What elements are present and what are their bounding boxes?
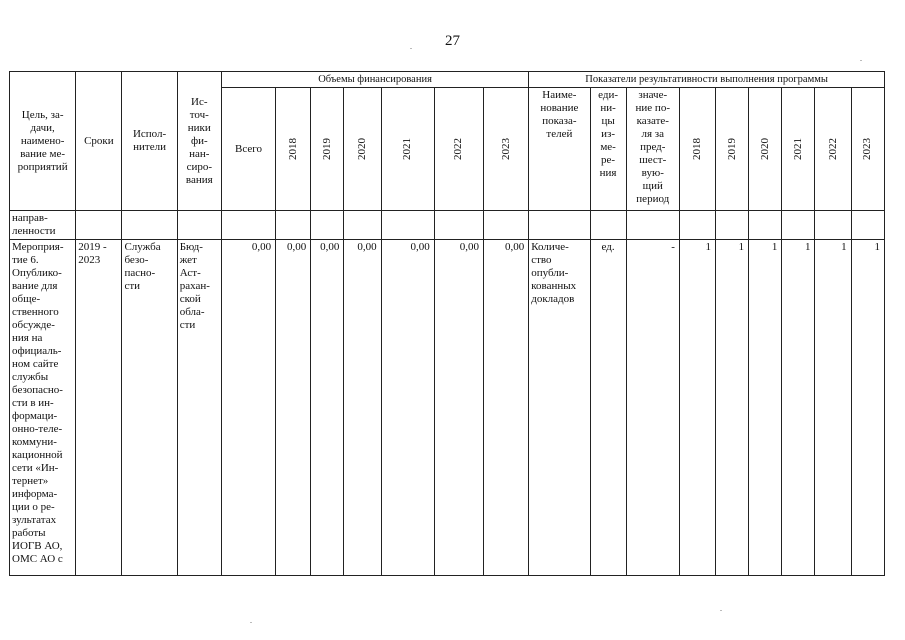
row-total: 0,00 [221,240,275,576]
table-row [10,240,885,576]
row-value-2020: 1 [749,240,782,576]
scan-speck [410,48,412,49]
row-funding-2020: 0,00 [344,240,381,576]
row-unit: ед. [590,240,626,576]
header-indicators-group: Показатели результативности выполнения программы [529,72,885,88]
row-funding-2022: 0,00 [434,240,483,576]
row-indicator: Количе- ство опубли- кованных докладов [529,240,590,576]
header-ind-year-label: 2023 [861,138,874,160]
header-funding-group: Объемы финансирования [221,72,528,88]
header-year-2022 [434,88,483,211]
row-value-2023: 1 [851,240,884,576]
header-ind-year-2020 [749,88,782,211]
table-row [10,211,885,240]
header-year-label: 2018 [286,138,299,160]
row-value-2019: 1 [716,240,749,576]
header-year-2019 [311,88,344,211]
scan-speck [860,60,862,61]
header-year-2018 [276,88,311,211]
header-year-label: 2020 [355,138,368,160]
row-terms: 2019 - 2023 [76,240,122,576]
scan-speck [250,622,252,623]
row-funding-2019: 0,00 [311,240,344,576]
header-unit: еди- ни- цы из- ме- ре- ния [590,88,626,211]
row-funding-2023: 0,00 [483,240,528,576]
header-goal: Цель, за- дачи, наимено- вание ме- роприятий [10,72,76,211]
row-value-2022: 1 [815,240,851,576]
row-base: - [626,240,679,576]
scan-speck [720,610,722,611]
row-goal: направ- ленности [10,211,76,240]
header-ind-year-2021 [782,88,815,211]
header-ind-year-label: 2020 [758,138,771,160]
header-row-1 [10,72,885,88]
header-sources: Ис- точ- ники фи- нан- сиро- вания [177,72,221,211]
header-year-label: 2021 [401,138,414,160]
header-ind-year-2023 [851,88,884,211]
header-year-label: 2022 [452,138,465,160]
row-value-2021: 1 [782,240,815,576]
header-ind-year-label: 2019 [725,138,738,160]
header-ind-year-label: 2022 [826,138,839,160]
row-funding-2021: 0,00 [381,240,434,576]
row-value-2018: 1 [679,240,715,576]
row-goal: Мероприя- тие 6. Опублико- вание для обще- ственного обсужде- ния на официаль- ном сайте службы безопасно- сти в ин- формаци- онно-теле- коммуни- кационной сети «Ин- тернет» информа- ции о ре- зультатах работы ИОГВ АО, ОМС АО с [10,240,76,576]
header-ind-year-2019 [716,88,749,211]
header-year-2021 [381,88,434,211]
page-number: 27 [445,33,460,49]
header-year-2020 [344,88,381,211]
header-year-label: 2023 [499,138,512,160]
program-table [9,71,885,576]
header-indicator-name: Наиме- нование показа- телей [529,88,590,211]
header-ind-year-2022 [815,88,851,211]
row-source: Бюд- жет Аст- рахан- ской обла- сти [177,240,221,576]
header-ind-year-2018 [679,88,715,211]
header-terms: Сроки [76,72,122,211]
header-base-value: значе- ние по- казате- ля за пред- шест- вую- щий период [626,88,679,211]
row-funding-2018: 0,00 [276,240,311,576]
header-ind-year-label: 2021 [791,138,804,160]
header-executors: Испол- нители [122,72,177,211]
header-total: Всего [221,88,275,211]
header-year-label: 2019 [320,138,333,160]
header-year-2023 [483,88,528,211]
row-executors: Служба безо- пасно- сти [122,240,177,576]
header-ind-year-label: 2018 [690,138,703,160]
